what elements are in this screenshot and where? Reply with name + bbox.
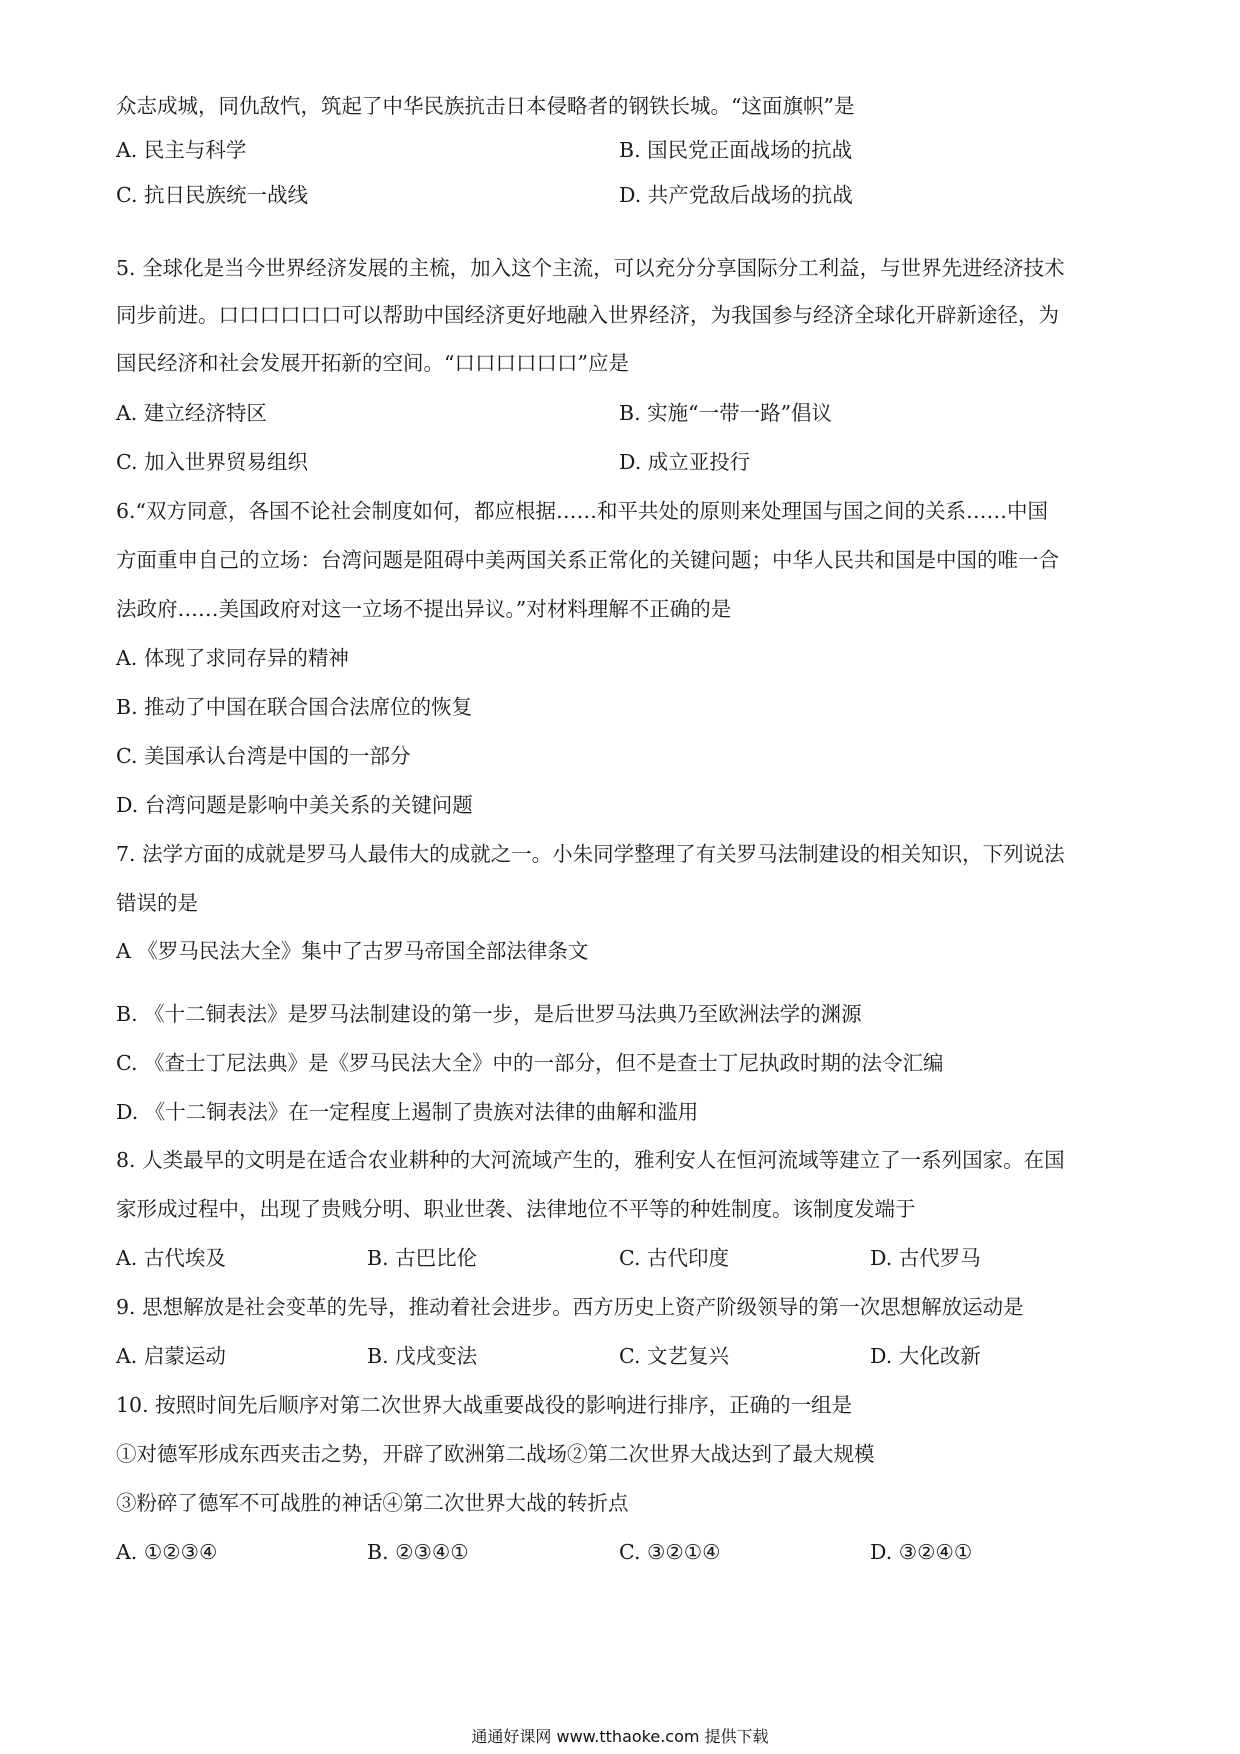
- q6-option-a: A. 体现了求同存异的精神: [116, 646, 349, 670]
- q10-option-b: B. ②③④①: [367, 1540, 469, 1564]
- q5-option-c: C. 加入世界贸易组织: [116, 450, 308, 474]
- question-10-stem-line: ③粉碎了德军不可战胜的神话④第二次世界大战的转折点: [116, 1491, 629, 1515]
- question-6-stem-line: 方面重申自己的立场：台湾问题是阻碍中美两国关系正常化的关键问题；中华人民共和国是中国的唯一合: [116, 548, 1059, 572]
- q6-option-b: B. 推动了中国在联合国合法席位的恢复: [116, 695, 473, 719]
- q8-option-a: A. 古代埃及: [116, 1246, 226, 1270]
- q4-option-d: D. 共产党敌后战场的抗战: [619, 183, 853, 207]
- q7-option-b: B. 《十二铜表法》是罗马法制建设的第一步，是后世罗马法典乃至欧洲法学的渊源: [116, 1002, 862, 1026]
- q7-option-c: C. 《查士丁尼法典》是《罗马民法大全》中的一部分，但不是查士丁尼执政时期的法令汇编: [116, 1051, 944, 1075]
- question-6-stem-line: 6.“双方同意，各国不论社会制度如何，都应根据……和平共处的原则来处理国与国之间的关系……中国: [116, 499, 1049, 523]
- question-9-stem-line: 9. 思想解放是社会变革的先导，推动着社会进步。西方历史上资产阶级领导的第一次思想解放运动是: [116, 1295, 1024, 1319]
- q5-option-a: A. 建立经济特区: [116, 401, 267, 425]
- question-5-stem-line: 国民经济和社会发展开拓新的空间。“口口口口口口”应是: [116, 351, 629, 375]
- q9-option-d: D. 大化改新: [870, 1344, 981, 1368]
- q5-option-d: D. 成立亚投行: [619, 450, 751, 474]
- q9-option-a: A. 启蒙运动: [116, 1344, 226, 1368]
- q6-option-c: C. 美国承认台湾是中国的一部分: [116, 744, 411, 768]
- q4-option-c: C. 抗日民族统一战线: [116, 183, 308, 207]
- q4-option-a: A. 民主与科学: [116, 138, 247, 162]
- question-5-stem-line: 5. 全球化是当今世界经济发展的主梳，加入这个主流，可以充分分享国际分工利益，与世界先进经济技术: [116, 256, 1065, 280]
- question-8-stem-line: 家形成过程中，出现了贵贱分明、职业世袭、法律地位不平等的种姓制度。该制度发端于: [116, 1197, 916, 1221]
- q8-option-d: D. 古代罗马: [870, 1246, 981, 1270]
- question-5-stem-line: 同步前进。口口口口口口可以帮助中国经济更好地融入世界经济，为我国参与经济全球化开辟新途径，为: [116, 303, 1059, 327]
- q9-option-b: B. 戊戌变法: [367, 1344, 478, 1368]
- question-7-stem-line: 错误的是: [116, 891, 198, 915]
- question-8-stem-line: 8. 人类最早的文明是在适合农业耕种的大河流域产生的，雅利安人在恒河流域等建立了一系列国家。在国: [116, 1148, 1065, 1172]
- q7-option-a: A 《罗马民法大全》集中了古罗马帝国全部法律条文: [116, 939, 589, 963]
- q4-option-b: B. 国民党正面战场的抗战: [619, 138, 853, 162]
- question-6-stem-line: 法政府……美国政府对这一立场不提出异议。”对材料理解不正确的是: [116, 597, 732, 621]
- q7-option-d: D. 《十二铜表法》在一定程度上遏制了贵族对法律的曲解和滥用: [116, 1100, 699, 1124]
- q6-option-d: D. 台湾问题是影响中美关系的关键问题: [116, 793, 473, 817]
- page-footer: 通通好课网 www.tthaoke.com 提供下载: [471, 1727, 769, 1746]
- q8-option-c: C. 古代印度: [619, 1246, 729, 1270]
- q5-option-b: B. 实施“一带一路”倡议: [619, 401, 833, 425]
- q9-option-c: C. 文艺复兴: [619, 1344, 729, 1368]
- question-4-stem: 众志成城，同仇敌忾，筑起了中华民族抗击日本侵略者的钢铁长城。“这面旗帜”是: [116, 94, 855, 118]
- q10-option-a: A. ①②③④: [116, 1540, 218, 1564]
- q8-option-b: B. 古巴比伦: [367, 1246, 478, 1270]
- q10-option-d: D. ③②④①: [870, 1540, 973, 1564]
- q10-option-c: C. ③②①④: [619, 1540, 721, 1564]
- question-7-stem-line: 7. 法学方面的成就是罗马人最伟大的成就之一。小朱同学整理了有关罗马法制建设的相关知识，下列说法: [116, 842, 1065, 866]
- question-10-stem-line: 10. 按照时间先后顺序对第二次世界大战重要战役的影响进行排序，正确的一组是: [116, 1393, 853, 1417]
- question-10-stem-line: ①对德军形成东西夹击之势，开辟了欧洲第二战场②第二次世界大战达到了最大规模: [116, 1442, 875, 1466]
